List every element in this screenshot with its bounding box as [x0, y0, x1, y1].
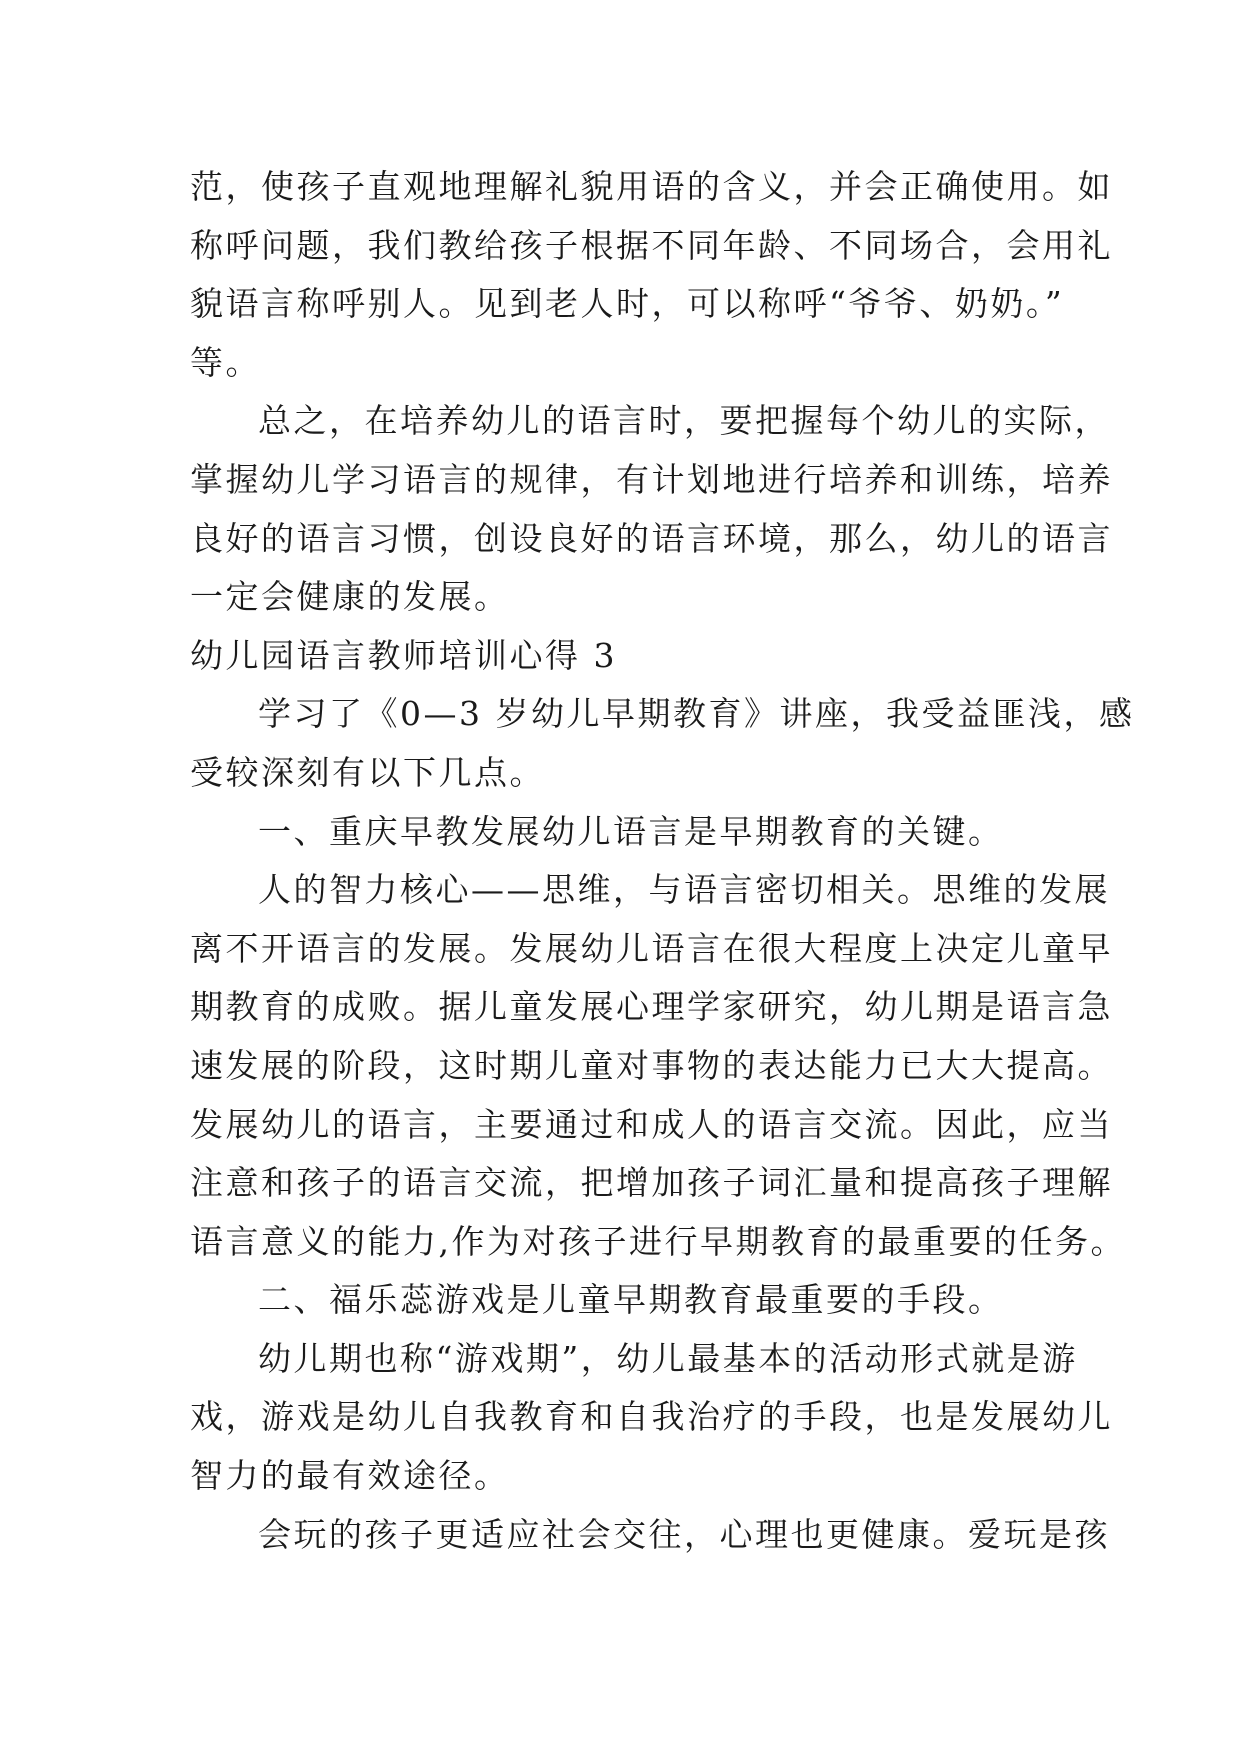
text-line: 良好的语言习惯，创设良好的语言环境，那么，幼儿的语言: [190, 518, 1113, 558]
paragraph-start-line: 人的智力核心——思维，与语言密切相关。思维的发展: [258, 870, 1110, 910]
text-line: 戏，游戏是幼儿自我教育和自我治疗的手段，也是发展幼儿: [190, 1397, 1113, 1437]
paragraph-start-line: 会玩的孩子更适应社会交往，心理也更健康。爱玩是孩: [258, 1514, 1110, 1554]
text-line: 期教育的成败。据儿童发展心理学家研究，幼儿期是语言急: [190, 987, 1113, 1027]
text-line: 掌握幼儿学习语言的规律，有计划地进行培养和训练，培养: [190, 459, 1113, 499]
text-line: 智力的最有效途径。: [190, 1456, 510, 1496]
paragraph-start-line: 幼儿期也称“游戏期”，幼儿最基本的活动形式就是游: [258, 1338, 1078, 1378]
point-heading: 一、重庆早教发展幼儿语言是早期教育的关键。: [258, 811, 1004, 851]
text-line: 范，使孩子直观地理解礼貌用语的含义，并会正确使用。如: [190, 167, 1113, 206]
text-line: 称呼问题，我们教给孩子根据不同年龄、不同场合，会用礼: [190, 225, 1113, 265]
section-heading: 幼儿园语言教师培训心得 3: [190, 635, 617, 675]
point-heading: 二、福乐蕊游戏是儿童早期教育最重要的手段。: [258, 1280, 1004, 1320]
text-line: 等。: [190, 342, 261, 382]
paragraph-start-line: 学习了《0—3 岁幼儿早期教育》讲座，我受益匪浅，感: [258, 694, 1135, 734]
paragraph-start-line: 总之，在培养幼儿的语言时，要把握每个幼儿的实际，: [258, 401, 1110, 441]
text-line: 速发展的阶段，这时期儿童对事物的表达能力已大大提高。: [190, 1045, 1113, 1085]
text-line: 貌语言称呼别人。见到老人时，可以称呼“爷爷、奶奶。”: [190, 284, 1065, 324]
text-line: 语言意义的能力,作为对孩子进行早期教育的最重要的任务。: [190, 1221, 1126, 1261]
text-line: 注意和孩子的语言交流，把增加孩子词汇量和提高孩子理解: [190, 1163, 1113, 1203]
text-line: 发展幼儿的语言，主要通过和成人的语言交流。因此，应当: [190, 1104, 1113, 1144]
document-body: [190, 158, 1135, 1564]
text-line: 一定会健康的发展。: [190, 577, 510, 617]
text-line: 受较深刻有以下几点。: [190, 752, 545, 792]
text-line: 离不开语言的发展。发展幼儿语言在很大程度上决定儿童早: [190, 928, 1113, 968]
